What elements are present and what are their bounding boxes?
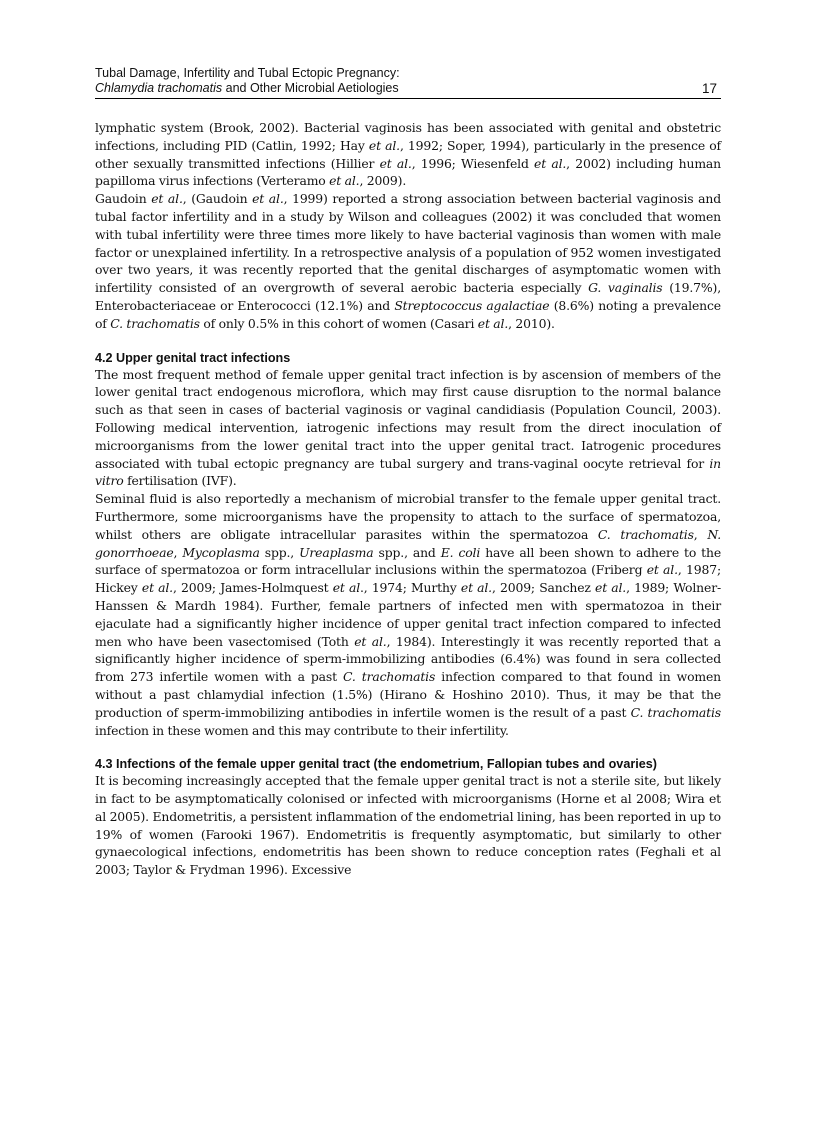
running-header [95, 66, 721, 99]
section-heading-4-3: 4.3 Infections of the female upper genital tract (the endometrium, Fallopian tubes and ovaries) [95, 757, 657, 772]
italic-run: et al. [141, 580, 173, 596]
italic-run: et al [332, 580, 361, 596]
italic-run: Mycoplasma [182, 544, 260, 560]
italic-run: et al. [151, 191, 183, 207]
italic-run: et al. [477, 315, 509, 331]
text-run: , [693, 526, 708, 542]
text-run: , 1984). Interestingly it was recently reported that a significantly higher incidence of sperm-immobilizing antibodies (6.4%) was found in sera collected from 273 infertile women with a past [95, 633, 721, 685]
italic-run: C. trachomatis [343, 669, 436, 685]
section-heading-4-2: 4.2 Upper genital tract infections [95, 350, 291, 365]
page-number: 17 [701, 81, 717, 96]
italic-run: et al. [379, 155, 412, 171]
text-run: fertilisation (IVF). [123, 473, 237, 489]
text-run: , 2009; Sanchez [491, 580, 596, 596]
text-run: , 1999) reported a strong association between bacterial vaginosis and tubal factor infertility and in a study by Wilson and colleagues (2002) it was concluded that women with tubal infertility were three times more likely to have bacterial vaginosis than women with male factor or unexplained infertility. In a retrospective analysis of a population of 952 women investigated over two years, it was recently reported that the genital discharges of asymptomatic women with infertility consisted of an overgrowth of several aerobic bacteria especially [95, 191, 722, 296]
body-text [95, 119, 721, 879]
text-run: , 2010). [508, 315, 555, 331]
text-run: Seminal fluid is also reportedly a mechanism of microbial transfer to the female upper genital tract. Furthermore, some microorganisms have the propensity to attach to the surface of spermatozoa, whilst others are obligate intracellular parasites within the spermatozoa [95, 491, 721, 542]
header-italic-organism: Chlamydia trachomatis [95, 81, 223, 95]
header-title-line1: Tubal Damage, Infertility and Tubal Ectopic Pregnancy: [95, 66, 400, 80]
text-run: , 1996; Wiesenfeld [411, 155, 535, 171]
paragraph-4 [95, 490, 721, 739]
text-run: (8.6%) noting a prevalence of [95, 297, 721, 331]
italic-run: E. coli [440, 544, 481, 560]
italic-run: N. gonorrhoeae [95, 526, 722, 560]
text-run: , 2002) including human papilloma virus infections (Verteramo [95, 155, 721, 189]
header-title-rest: and Other Microbial Aetiologies [222, 81, 399, 95]
text-run: (19.7%), Enterobacteriaceae or Enterococci (12.1%) and [95, 280, 721, 313]
section-gap [95, 739, 721, 756]
italic-run: in vitro [95, 455, 721, 489]
text-run: lymphatic system (Brook, 2002). Bacterial vaginosis has been associated with genital and obstetric infections, including PID (Catlin, 1992; Hay [95, 120, 721, 153]
text-run: Gaudoin [95, 191, 152, 207]
italic-run: et al. [252, 191, 284, 207]
paragraph-3 [95, 366, 721, 491]
italic-run: G. vaginalis [588, 280, 663, 296]
text-run: , 1987; Hickey [95, 562, 721, 596]
header-title-line2 [95, 81, 721, 96]
text-run: infection in these women and this may contribute to their infertility. [95, 722, 509, 738]
paragraph-5 [95, 772, 721, 879]
text-run: , 2009; James-Holmquest [172, 580, 333, 596]
text-run: , (Gaudoin [182, 191, 253, 207]
text-run: , 1992; Soper, 1994), particularly in the presence of other sexually transmitted infections (Hillier [95, 137, 721, 171]
text-run: ., 1974; Murthy [360, 580, 461, 596]
italic-run: et al. [354, 633, 387, 649]
italic-run: et al. [368, 137, 400, 153]
text-run: of only 0.5% in this cohort of women (Casari [199, 315, 478, 331]
italic-run: C. trachomatis [597, 526, 694, 542]
italic-run: et al. [534, 155, 567, 171]
text-run: , 1989; Wolner-Hanssen & Mardh 1984). Further, female partners of infected men with spermatozoa in their ejaculate had a significantly higher incidence of upper genital tract infection compared to infected men who have been vasectomised (Toth [95, 580, 722, 649]
text-run: The most frequent method of female upper genital tract infection is by ascension of members of the lower genital tract endogenous microflora, which may first cause disruption to the normal balance such as that seen in cases of bacterial vaginosis or vaginal candidiasis (Population Council, 2003). Following medical intervention, iatrogenic infections may result from the direct inoculation of microorganisms from the lower genital tract into the upper genital tract. Iatrogenic procedures associated with tubal ectopic pregnancy are tubal surgery and trans-vaginal oocyte retrieval for [95, 366, 721, 471]
text-run: spp., [259, 544, 300, 560]
paragraph-2 [95, 190, 721, 332]
text-run: infection compared to that found in women without a past chlamydial infection (1.5%) (Hirano & Hoshino 2010). Thus, it may be that the production of sperm-immobilizing antibodies in infertile women is the result of a past [95, 669, 721, 720]
italic-run: et al. [460, 580, 492, 596]
text-run: , [173, 544, 183, 560]
italic-run: et al. [595, 580, 627, 596]
text-run: , 2009). [359, 173, 407, 189]
text-run: spp., and [373, 544, 441, 560]
italic-run: C. trachomatis [630, 704, 722, 720]
italic-run: Ureaplasma [299, 544, 374, 560]
italic-run: et al. [646, 562, 678, 578]
italic-run: C. trachomatis [110, 315, 200, 331]
paragraph-1 [95, 119, 721, 190]
text-run: have all been shown to adhere to the surface of spermatozoa or form intracellular inclusions within the spermatozoa (Friberg [95, 544, 722, 578]
text-run: It is becoming increasingly accepted that the female upper genital tract is not a sterile site, but likely in fact to be asymptomatically colonised or infected with microorganisms (Horne et al 2008; Wira et al 2005). Endometritis, a persistent inflammation of the endometrial lining, has been reported in up to 19% of women (Farooki 1967). Endometritis is frequently asymptomatic, but similarly to other gynaecological infections, endometritis has been shown to reduce conception rates (Feghali et al 2003; Taylor & Frydman 1996). Excessive [95, 773, 721, 878]
italic-run: et al. [329, 173, 360, 189]
italic-run: Streptococcus agalactiae [394, 297, 550, 313]
section-gap [95, 333, 721, 350]
